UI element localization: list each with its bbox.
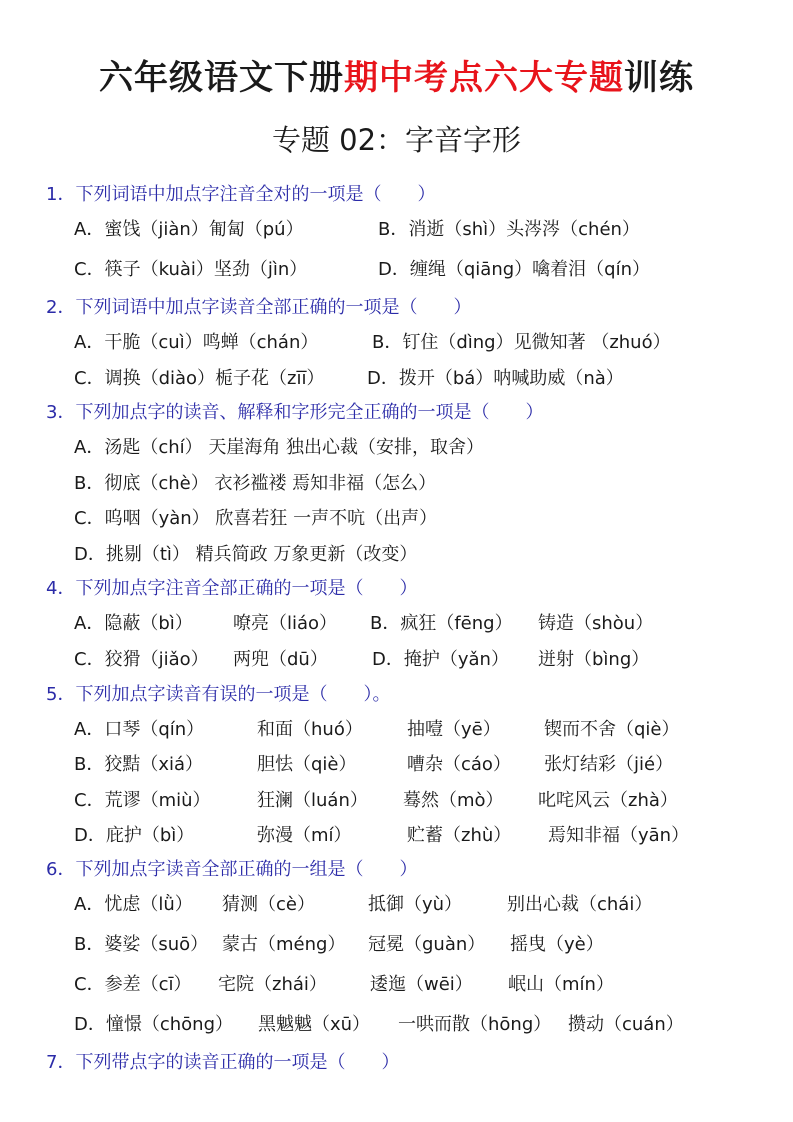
question-1-stem: 1．下列词语中加点字注音全对的一项是（ ） — [46, 184, 436, 205]
question-4-option-b-2: 铸造（shòu） — [538, 613, 654, 634]
question-4-option-d-2: 迸射（bìng） — [538, 649, 650, 670]
question-6-option-c-2: 宅院（zhái） — [218, 974, 327, 995]
question-1-option-a: A．蜜饯（jiàn）匍匐（pú） — [74, 219, 304, 240]
question-4-option-a-1: A．隐蔽（bì） — [74, 613, 193, 634]
question-1-option-d: D．缠绳（qiāng）噙着泪（qín） — [378, 259, 650, 280]
question-5-option-a-1: A．口琴（qín） — [74, 719, 205, 740]
question-2-option-a: A．干脆（cuì）鸣蝉（chán） — [74, 332, 319, 353]
question-6-option-b-2: 蒙古（méng） — [222, 934, 346, 955]
question-6-option-a-1: A．忧虑（lǜ） — [74, 894, 193, 915]
question-2-stem: 2．下列词语中加点字读音全部正确的一项是（ ） — [46, 297, 472, 318]
question-4-option-b-1: B．疯狂（fēng） — [370, 613, 513, 634]
question-5-option-a-3: 抽噎（yē） — [407, 719, 501, 740]
page-subtitle: 专题 02：字音字形 — [271, 123, 522, 157]
question-6-option-c-1: C．参差（cī） — [74, 974, 192, 995]
question-5-option-b-1: B．狡黠（xiá） — [74, 754, 204, 775]
question-3-option-d: D．挑剔（tì） 精兵简政 万象更新（改变） — [74, 544, 418, 565]
question-6-option-b-3: 冠冕（guàn） — [368, 934, 486, 955]
question-5-option-b-3: 嘈杂（cáo） — [407, 754, 511, 775]
question-5-option-a-2: 和面（huó） — [257, 719, 363, 740]
question-5-option-d-1: D．庇护（bì） — [74, 825, 195, 846]
title-part-3: 训练 — [624, 58, 694, 98]
question-5-stem: 5．下列加点字读音有误的一项是（ ）。 — [46, 684, 391, 705]
question-6-option-d-2: 黑魆魆（xū） — [258, 1014, 371, 1035]
question-4-option-d-1: D．掩护（yǎn） — [372, 649, 509, 670]
question-5-option-c-1: C．荒谬（miù） — [74, 790, 211, 811]
question-6-option-c-4: 岷山（mín） — [508, 974, 614, 995]
title-part-1: 六年级语文下册 — [99, 58, 344, 98]
question-6-option-c-3: 逶迤（wēi） — [370, 974, 473, 995]
question-7-stem: 7．下列带点字的读音正确的一项是（ ） — [46, 1052, 400, 1073]
question-2-option-b: B．钉住（dìng）见微知著 （zhuó） — [372, 332, 671, 353]
question-5-option-b-2: 胆怯（qiè） — [257, 754, 357, 775]
question-3-stem: 3．下列加点字的读音、解释和字形完全正确的一项是（ ） — [46, 402, 544, 423]
question-5-option-c-3: 蓦然（mò） — [403, 790, 504, 811]
question-5-option-d-3: 贮蓄（zhù） — [407, 825, 512, 846]
question-6-option-a-2: 猜测（cè） — [222, 894, 315, 915]
question-3-option-a: A．汤匙（chí） 天崖海角 独出心裁（安排，取舍） — [74, 437, 485, 458]
question-6-option-b-4: 摇曳（yè） — [510, 934, 604, 955]
page-title — [0, 50, 793, 99]
question-6-option-a-4: 别出心裁（chái） — [507, 894, 653, 915]
question-6-option-b-1: B．婆娑（suō） — [74, 934, 209, 955]
question-2-option-c: C．调换（diào）栀子花（zīī） — [74, 368, 325, 389]
question-3-option-b: B．彻底（chè） 衣衫褴褛 焉知非福（怎么） — [74, 473, 437, 494]
question-4-option-a-2: 嘹亮（liáo） — [233, 613, 338, 634]
question-6-option-a-3: 抵御（yù） — [368, 894, 463, 915]
question-5-option-a-4: 锲而不舍（qiè） — [544, 719, 680, 740]
question-1-option-c: C．筷子（kuài）坚劲（jìn） — [74, 259, 308, 280]
question-2-option-d: D．拨开（bá）呐喊助威（nà） — [367, 368, 624, 389]
question-3-option-c: C．呜咽（yàn） 欣喜若狂 一声不吭（出声） — [74, 508, 438, 529]
question-4-stem: 4．下列加点字注音全部正确的一项是（ ） — [46, 578, 418, 599]
question-5-option-b-4: 张灯结彩（jié） — [544, 754, 674, 775]
title-highlight: 期中考点六大专题 — [344, 58, 624, 98]
question-6-option-d-1: D．憧憬（chōng） — [74, 1014, 234, 1035]
question-4-option-c-2: 两兜（dū） — [233, 649, 328, 670]
question-5-option-c-4: 叱咤风云（zhà） — [538, 790, 678, 811]
question-5-option-c-2: 狂澜（luán） — [257, 790, 368, 811]
question-5-option-d-4: 焉知非福（yān） — [548, 825, 690, 846]
question-6-stem: 6．下列加点字读音全部正确的一组是（ ） — [46, 859, 418, 880]
question-6-option-d-4: 攒动（cuán） — [568, 1014, 684, 1035]
question-1-option-b: B．消逝（shì）头涔涔（chén） — [378, 219, 640, 240]
question-6-option-d-3: 一哄而散（hōng） — [398, 1014, 552, 1035]
question-4-option-c-1: C．狡猾（jiǎo） — [74, 649, 209, 670]
question-5-option-d-2: 弥漫（mí） — [257, 825, 352, 846]
